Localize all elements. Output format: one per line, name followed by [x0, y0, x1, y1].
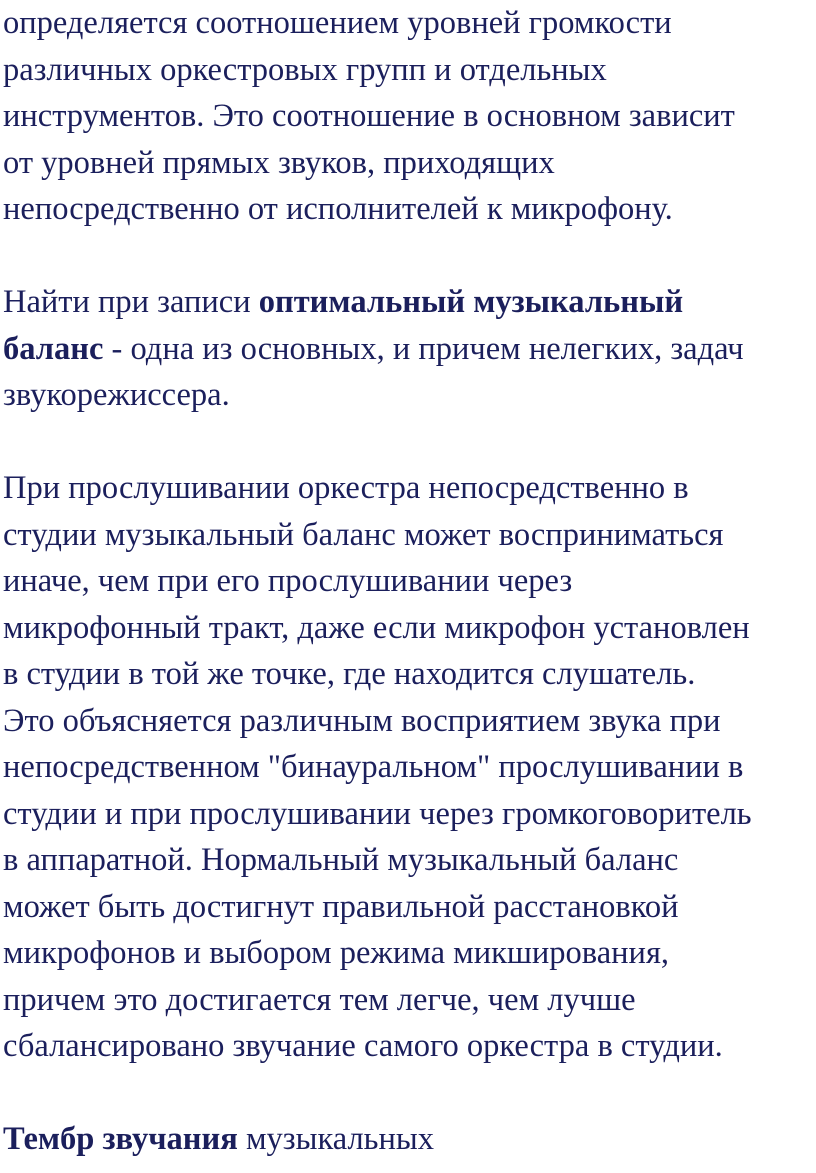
- text-line: от уровней прямых звуков, приходящих: [3, 144, 555, 181]
- text-line: [3, 279, 813, 326]
- document-page: [3, 0, 813, 1163]
- bold-term: Тембр звучания: [3, 1121, 238, 1157]
- text-line: Это объясняется различным восприятием звука при: [3, 702, 721, 739]
- paragraph-loudness-ratio: [3, 0, 813, 233]
- text-line: иначе, чем при его прослушивании через: [3, 563, 573, 599]
- text-line: в аппаратной. Нормальный музыкальный баланс: [3, 842, 679, 878]
- text-line: студии и при прослушивании через громкоговоритель: [3, 795, 752, 832]
- text-line: [3, 1116, 813, 1163]
- text-run: музыкальных: [237, 1121, 434, 1157]
- text-line: в студии в той же точке, где находится слушатель.: [3, 656, 696, 692]
- paragraph-spacer: [3, 1070, 813, 1117]
- text-line: студии музыкальный баланс может восприниматься: [3, 516, 724, 553]
- text-line: сбалансировано звучание самого оркестра в студии.: [3, 1028, 723, 1064]
- text-line: различных оркестровых групп и отдельных: [3, 51, 607, 88]
- paragraph-spacer: [3, 233, 813, 280]
- paragraph-spacer: [3, 419, 813, 466]
- text-line: причем это достигается тем легче, чем лучше: [3, 981, 636, 1018]
- text-line: микрофонный тракт, даже если микрофон установлен: [3, 609, 750, 646]
- text-line: непосредственно от исполнителей к микрофону.: [3, 191, 673, 227]
- bold-term: баланс: [3, 330, 104, 367]
- bold-term: оптимальный музыкальный: [258, 284, 684, 320]
- text-line: микрофонов и выбором режима микширования,: [3, 935, 670, 971]
- text-line: инструментов. Это соотношение в основном зависит: [3, 98, 735, 134]
- paragraph-studio-listening: [3, 465, 813, 1070]
- text-line: При прослушивании оркестра непосредственно в: [3, 470, 689, 506]
- text-line: непосредственном "бинауральном" прослушивании в: [3, 749, 744, 785]
- text-run: - одна из основных, и причем нелегких, задач: [103, 330, 744, 367]
- text-line: звукорежиссера.: [3, 377, 230, 413]
- text-run: Найти при записи: [3, 284, 259, 320]
- text-line: может быть достигнут правильной расстановкой: [3, 888, 679, 925]
- paragraph-timbre: [3, 1116, 813, 1163]
- text-line: [3, 326, 813, 373]
- paragraph-optimal-balance: [3, 279, 813, 419]
- text-line: определяется соотношением уровней громкости: [3, 5, 672, 41]
